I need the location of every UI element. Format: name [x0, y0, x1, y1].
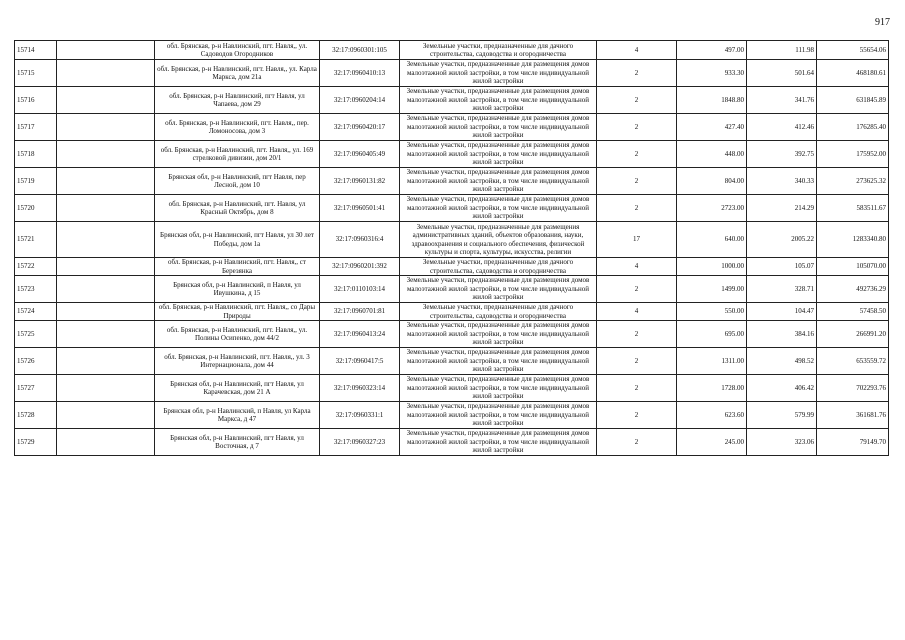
use-group-cell: 17	[597, 222, 677, 258]
table-row	[15, 41, 889, 60]
address-cell: Брянская обл, р-н Навлинский, пгт Навля, ул 30 лет Победы, дом 1а	[155, 222, 320, 258]
area-cell: 1311.00	[677, 348, 747, 375]
cadastral-value-cell: 583511.67	[817, 195, 889, 222]
area-cell: 623.60	[677, 402, 747, 429]
blank-cell	[57, 141, 155, 168]
use-group-cell: 2	[597, 141, 677, 168]
cadastral-number-cell: 32:17:0960701:81	[320, 303, 400, 321]
land-use-cell: Земельные участки, предназначенные для размещения домов малоэтажной жилой застройки, в том числе индивидуальной жилой застройки	[400, 348, 597, 375]
address-cell: Брянская обл, р-н Навлинский, пгт Навля, ул Карачевская, дом 21 А	[155, 375, 320, 402]
table-row	[15, 375, 889, 402]
use-group-cell: 4	[597, 303, 677, 321]
area-cell: 497.00	[677, 41, 747, 60]
table-row	[15, 60, 889, 87]
address-cell: Брянская обл, р-н Навлинский, пгт Навля, пер Лесной, дом 10	[155, 168, 320, 195]
cadastral-value-cell: 653559.72	[817, 348, 889, 375]
specific-value-cell: 2005.22	[747, 222, 817, 258]
page-number: 917	[875, 17, 890, 28]
area-cell: 1848.80	[677, 87, 747, 114]
specific-value-cell: 111.98	[747, 41, 817, 60]
specific-value-cell: 105.07	[747, 258, 817, 276]
area-cell: 933.30	[677, 60, 747, 87]
land-use-cell: Земельные участки, предназначенные для размещения домов малоэтажной жилой застройки, в том числе индивидуальной жилой застройки	[400, 87, 597, 114]
area-cell: 427.40	[677, 114, 747, 141]
cadastral-value-cell: 273625.32	[817, 168, 889, 195]
use-group-cell: 2	[597, 348, 677, 375]
cadastral-number-cell: 32:17:0110103:14	[320, 276, 400, 303]
table-row	[15, 276, 889, 303]
cadastral-number-cell: 32:17:0960501:41	[320, 195, 400, 222]
cadastral-value-cell: 468180.61	[817, 60, 889, 87]
blank-cell	[57, 195, 155, 222]
cadastral-value-cell: 105070.00	[817, 258, 889, 276]
area-cell: 245.00	[677, 429, 747, 456]
blank-cell	[57, 60, 155, 87]
specific-value-cell: 412.46	[747, 114, 817, 141]
area-cell: 1728.00	[677, 375, 747, 402]
specific-value-cell: 384.16	[747, 321, 817, 348]
row-number-cell: 15716	[15, 87, 57, 114]
table-row	[15, 258, 889, 276]
cadastral-value-cell: 55654.06	[817, 41, 889, 60]
land-use-cell: Земельные участки, предназначенные для размещения домов малоэтажной жилой застройки, в том числе индивидуальной жилой застройки	[400, 141, 597, 168]
cadastral-number-cell: 32:17:0960420:17	[320, 114, 400, 141]
table-row	[15, 348, 889, 375]
table-row	[15, 141, 889, 168]
blank-cell	[57, 375, 155, 402]
use-group-cell: 2	[597, 276, 677, 303]
row-number-cell: 15729	[15, 429, 57, 456]
specific-value-cell: 392.75	[747, 141, 817, 168]
row-number-cell: 15726	[15, 348, 57, 375]
area-cell: 550.00	[677, 303, 747, 321]
row-number-cell: 15720	[15, 195, 57, 222]
cadastral-number-cell: 32:17:0960201:392	[320, 258, 400, 276]
blank-cell	[57, 402, 155, 429]
address-cell: Брянская обл, р-н Навлинский, пгт Навля, ул Восточная, д 7	[155, 429, 320, 456]
blank-cell	[57, 41, 155, 60]
address-cell: обл. Брянская, р-н Навлинский, пгт. Навля,, пер. Ломоносова, дом 3	[155, 114, 320, 141]
blank-cell	[57, 222, 155, 258]
address-cell: обл. Брянская, р-н Навлинский, пгт. Навля,, ул. 3 Интернационала, дом 44	[155, 348, 320, 375]
specific-value-cell: 341.76	[747, 87, 817, 114]
cadastral-value-cell: 492736.29	[817, 276, 889, 303]
table-row	[15, 222, 889, 258]
address-cell: обл. Брянская, р-н Навлинский, пгт. Навля,, ул. Полины Осипенко, дом 44/2	[155, 321, 320, 348]
blank-cell	[57, 114, 155, 141]
row-number-cell: 15723	[15, 276, 57, 303]
address-cell: обл. Брянская, р-н Навлинский, пгт. Навля,, ул. Карла Маркса, дом 21а	[155, 60, 320, 87]
blank-cell	[57, 348, 155, 375]
cadastral-value-cell: 79149.70	[817, 429, 889, 456]
use-group-cell: 2	[597, 87, 677, 114]
address-cell: Брянская обл, р-н Навлинский, п Навля, ул Ивушкина, д 15	[155, 276, 320, 303]
land-use-cell: Земельные участки, предназначенные для размещения домов малоэтажной жилой застройки, в том числе индивидуальной жилой застройки	[400, 402, 597, 429]
land-use-cell: Земельные участки, предназначенные для размещения домов малоэтажной жилой застройки, в том числе индивидуальной жилой застройки	[400, 375, 597, 402]
cadastral-number-cell: 32:17:0960316:4	[320, 222, 400, 258]
row-number-cell: 15719	[15, 168, 57, 195]
cadastral-number-cell: 32:17:0960410:13	[320, 60, 400, 87]
table-row	[15, 168, 889, 195]
specific-value-cell: 340.33	[747, 168, 817, 195]
use-group-cell: 2	[597, 429, 677, 456]
table-row	[15, 195, 889, 222]
land-use-cell: Земельные участки, предназначенные для размещения административных зданий, объектов образования, науки, здравоохранения и социального обеспечения, физической культуры и спорта, культуры, искусства, религии	[400, 222, 597, 258]
land-use-cell: Земельные участки, предназначенные для дачного строительства, садоводства и огородничества	[400, 303, 597, 321]
land-use-cell: Земельные участки, предназначенные для дачного строительства, садоводства и огородничества	[400, 258, 597, 276]
table-row	[15, 321, 889, 348]
blank-cell	[57, 303, 155, 321]
cadastral-number-cell: 32:17:0960417:5	[320, 348, 400, 375]
cadastral-number-cell: 32:17:0960301:105	[320, 41, 400, 60]
use-group-cell: 4	[597, 258, 677, 276]
cadastral-value-cell: 631845.89	[817, 87, 889, 114]
cadastral-number-cell: 32:17:0960413:24	[320, 321, 400, 348]
address-cell: обл. Брянская, р-н Навлинский, пгт. Навля,, ул. 169 стрелковой дивизии, дом 20/1	[155, 141, 320, 168]
table-row	[15, 303, 889, 321]
land-use-cell: Земельные участки, предназначенные для размещения домов малоэтажной жилой застройки, в том числе индивидуальной жилой застройки	[400, 114, 597, 141]
specific-value-cell: 579.99	[747, 402, 817, 429]
address-cell: обл. Брянская, р-н Навлинский, пгт. Навля,, со Дары Природы	[155, 303, 320, 321]
row-number-cell: 15727	[15, 375, 57, 402]
land-use-cell: Земельные участки, предназначенные для дачного строительства, садоводства и огородничества	[400, 41, 597, 60]
row-number-cell: 15714	[15, 41, 57, 60]
cadastral-value-cell: 702293.76	[817, 375, 889, 402]
specific-value-cell: 501.64	[747, 60, 817, 87]
address-cell: обл. Брянская, р-н Навлинский, пгт. Навля, ул Красный Октябрь, дом 8	[155, 195, 320, 222]
cadastral-number-cell: 32:17:0960204:14	[320, 87, 400, 114]
blank-cell	[57, 321, 155, 348]
use-group-cell: 2	[597, 321, 677, 348]
use-group-cell: 2	[597, 402, 677, 429]
row-number-cell: 15725	[15, 321, 57, 348]
blank-cell	[57, 258, 155, 276]
area-cell: 695.00	[677, 321, 747, 348]
cadastral-number-cell: 32:17:0960331:1	[320, 402, 400, 429]
area-cell: 2723.00	[677, 195, 747, 222]
cadastral-value-cell: 57458.50	[817, 303, 889, 321]
land-use-cell: Земельные участки, предназначенные для размещения домов малоэтажной жилой застройки, в том числе индивидуальной жилой застройки	[400, 276, 597, 303]
land-use-cell: Земельные участки, предназначенные для размещения домов малоэтажной жилой застройки, в том числе индивидуальной жилой застройки	[400, 168, 597, 195]
table-row	[15, 402, 889, 429]
cadastral-value-cell: 1283340.80	[817, 222, 889, 258]
specific-value-cell: 406.42	[747, 375, 817, 402]
blank-cell	[57, 87, 155, 114]
address-cell: обл. Брянская, р-н Навлинский, пгт Навля, ул Чапаева, дом 29	[155, 87, 320, 114]
specific-value-cell: 498.52	[747, 348, 817, 375]
use-group-cell: 2	[597, 60, 677, 87]
cadastral-value-cell: 176285.40	[817, 114, 889, 141]
table-row	[15, 429, 889, 456]
address-cell: Брянская обл, р-н Навлинский, п Навля, ул Карла Маркса, д 47	[155, 402, 320, 429]
cadastral-number-cell: 32:17:0960405:49	[320, 141, 400, 168]
cadastral-number-cell: 32:17:0960327:23	[320, 429, 400, 456]
area-cell: 1000.00	[677, 258, 747, 276]
row-number-cell: 15721	[15, 222, 57, 258]
row-number-cell: 15717	[15, 114, 57, 141]
blank-cell	[57, 429, 155, 456]
area-cell: 1499.00	[677, 276, 747, 303]
land-use-cell: Земельные участки, предназначенные для размещения домов малоэтажной жилой застройки, в том числе индивидуальной жилой застройки	[400, 321, 597, 348]
table-row	[15, 87, 889, 114]
specific-value-cell: 214.29	[747, 195, 817, 222]
use-group-cell: 4	[597, 41, 677, 60]
row-number-cell: 15718	[15, 141, 57, 168]
area-cell: 804.00	[677, 168, 747, 195]
row-number-cell: 15728	[15, 402, 57, 429]
blank-cell	[57, 168, 155, 195]
address-cell: обл. Брянская, р-н Навлинский, пгт. Навля,, ст Березянка	[155, 258, 320, 276]
cadastral-number-cell: 32:17:0960323:14	[320, 375, 400, 402]
cadastral-value-cell: 175952.00	[817, 141, 889, 168]
land-use-cell: Земельные участки, предназначенные для размещения домов малоэтажной жилой застройки, в том числе индивидуальной жилой застройки	[400, 429, 597, 456]
cadastral-number-cell: 32:17:0960131:82	[320, 168, 400, 195]
specific-value-cell: 323.06	[747, 429, 817, 456]
address-cell: обл. Брянская, р-н Навлинский, пгт. Навля,, ул. Садоводов Огородников	[155, 41, 320, 60]
land-use-cell: Земельные участки, предназначенные для размещения домов малоэтажной жилой застройки, в том числе индивидуальной жилой застройки	[400, 195, 597, 222]
table-row	[15, 114, 889, 141]
area-cell: 448.00	[677, 141, 747, 168]
blank-cell	[57, 276, 155, 303]
specific-value-cell: 328.71	[747, 276, 817, 303]
row-number-cell: 15724	[15, 303, 57, 321]
use-group-cell: 2	[597, 114, 677, 141]
use-group-cell: 2	[597, 195, 677, 222]
cadastral-value-cell: 361681.76	[817, 402, 889, 429]
specific-value-cell: 104.47	[747, 303, 817, 321]
area-cell: 640.00	[677, 222, 747, 258]
use-group-cell: 2	[597, 375, 677, 402]
row-number-cell: 15722	[15, 258, 57, 276]
cadastral-value-cell: 266991.20	[817, 321, 889, 348]
row-number-cell: 15715	[15, 60, 57, 87]
cadastral-value-table	[14, 40, 889, 456]
land-use-cell: Земельные участки, предназначенные для размещения домов малоэтажной жилой застройки, в том числе индивидуальной жилой застройки	[400, 60, 597, 87]
use-group-cell: 2	[597, 168, 677, 195]
